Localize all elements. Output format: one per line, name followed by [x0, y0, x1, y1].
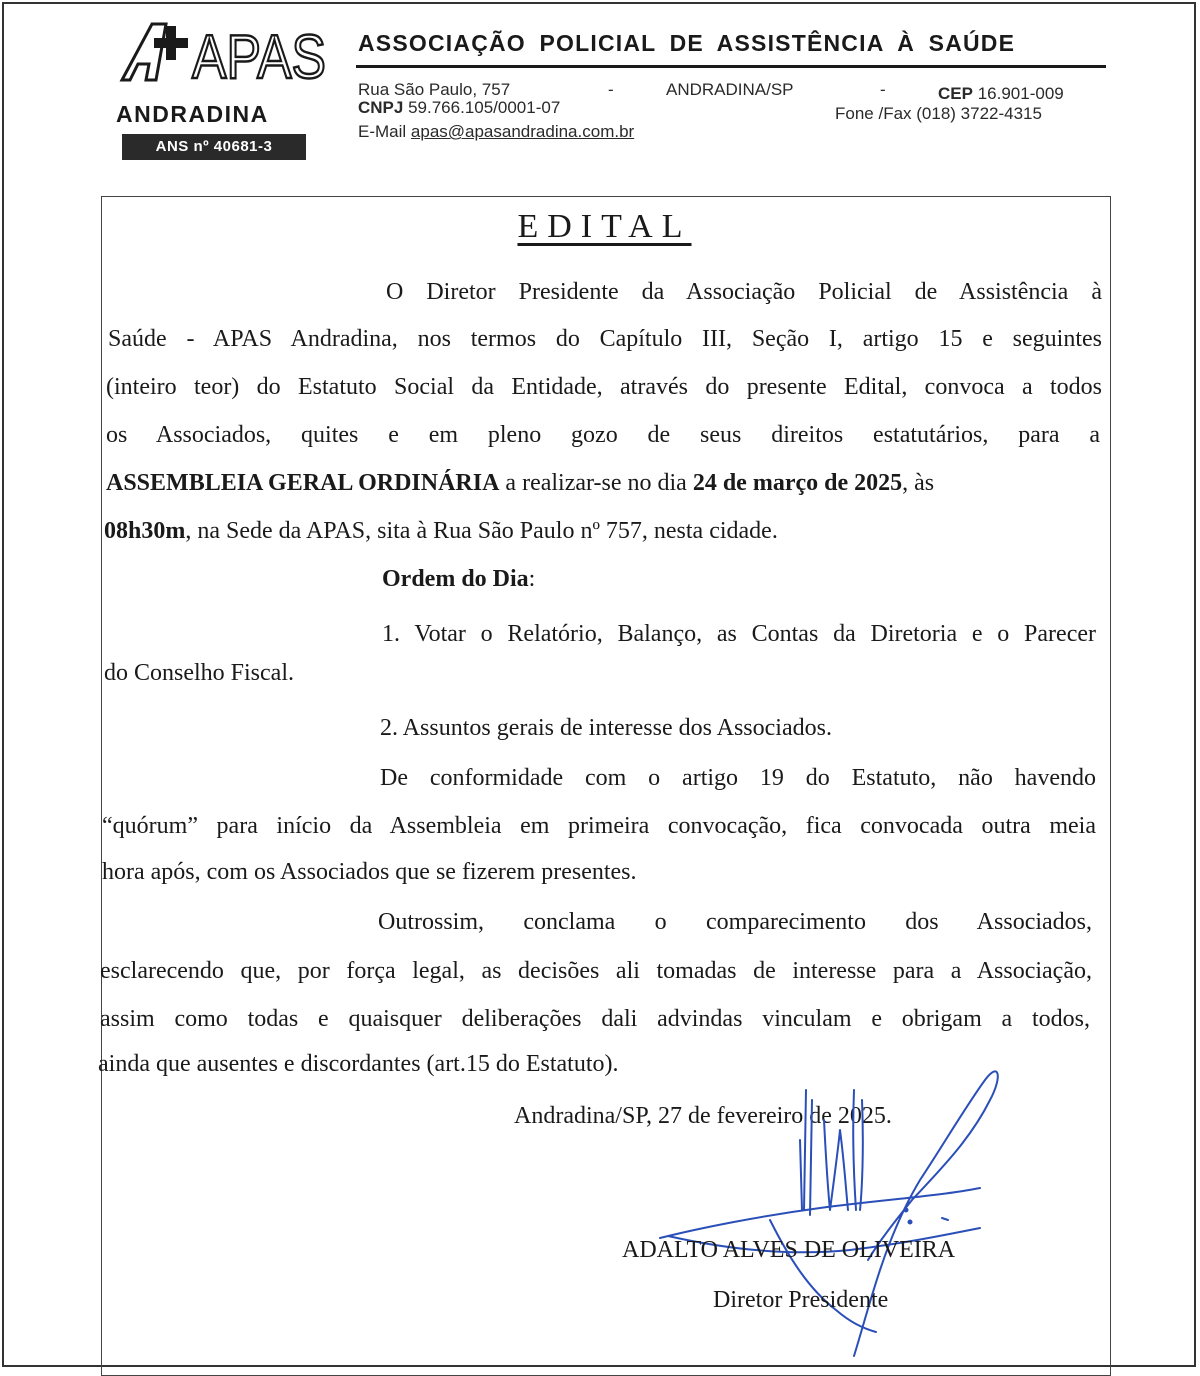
- edital-title: EDITAL: [517, 208, 692, 245]
- date-line: Andradina/SP, 27 de fevereiro de 2025.: [514, 1103, 892, 1129]
- assembly-type: ASSEMBLEIA GERAL ORDINÁRIA: [106, 470, 500, 496]
- p2-line-3: hora após, com os Associados que se fizerem presentes.: [102, 859, 637, 885]
- p3-line-3: assim como todas e quaisquer deliberações dali advindas vinculam e obrigam a todos,: [100, 1006, 1090, 1032]
- cnpj: [358, 98, 560, 118]
- signatory-name: ADALTO ALVES DE OLIVEIRA: [622, 1237, 956, 1263]
- p3-line-1: Outrossim, conclama o comparecimento dos Associados,: [378, 909, 1092, 935]
- logo-text: APAS: [192, 23, 326, 92]
- cep-label: CEP: [938, 84, 973, 103]
- city-separator: -: [880, 80, 886, 99]
- p3-line-2: esclarecendo que, por força legal, as decisões ali tomadas de interesse para a Associação,: [100, 958, 1092, 984]
- logo-city: ANDRADINA: [116, 101, 269, 127]
- cnpj-value: 59.766.105/0001-07: [408, 98, 561, 117]
- ordem-do-dia-heading: Ordem do Dia:: [382, 566, 536, 592]
- apas-logo-mark: [118, 20, 330, 92]
- city: ANDRADINA/SP: [666, 80, 794, 99]
- p1-line-1: O Diretor Presidente da Associação Policial de Assistência à: [386, 279, 1102, 305]
- p2-line-1: De conformidade com o artigo 19 do Estatuto, não havendo: [380, 765, 1096, 791]
- header-rule: [356, 65, 1106, 68]
- address: Rua São Paulo, 757: [358, 80, 511, 99]
- signatory-role: Diretor Presidente: [713, 1287, 889, 1313]
- apas-logo: [116, 20, 330, 155]
- cep-value: 16.901-009: [977, 84, 1064, 103]
- handwritten-signature: [640, 1060, 1060, 1360]
- cnpj-label: CNPJ: [358, 98, 404, 117]
- p1-line-3: (inteiro teor) do Estatuto Social da Entidade, através do presente Edital, convoca a todos: [106, 374, 1102, 400]
- p1-line-5: ASSEMBLEIA GERAL ORDINÁRIA a realizar-se no dia 24 de março de 2025, às: [106, 470, 935, 496]
- p3-line-4: ainda que ausentes e discordantes (art.15 do Estatuto).: [98, 1051, 619, 1077]
- cep: [938, 84, 1064, 104]
- email-label: E-Mail: [358, 122, 407, 141]
- item-2: 2. Assuntos gerais de interesse dos Associados.: [380, 715, 832, 741]
- ans-badge: ANS nº 40681-3: [122, 134, 306, 160]
- p1-line-4: os Associados, quites e em pleno gozo de seus direitos estatutários, para a: [106, 422, 1100, 448]
- organization-name: ASSOCIAÇÃO POLICIAL DE ASSISTÊNCIA À SAÚDE: [358, 30, 1016, 56]
- assembly-date: 24 de março de 2025: [692, 470, 903, 496]
- p1-line-6: 08h30m, na Sede da APAS, sita à Rua São Paulo nº 757, nesta cidade.: [104, 518, 778, 544]
- item-1-line-1: 1. Votar o Relatório, Balanço, as Contas da Diretoria e o Parecer: [382, 621, 1096, 647]
- item-1-line-2: do Conselho Fiscal.: [104, 660, 294, 686]
- p2-line-2: “quórum” para início da Assembleia em primeira convocação, fica convocada outra meia: [102, 813, 1096, 839]
- email-link[interactable]: apas@apasandradina.com.br: [410, 122, 635, 141]
- email: [358, 122, 634, 142]
- phone: Fone /Fax (018) 3722-4315: [835, 104, 1042, 123]
- p1-line-2: Saúde - APAS Andradina, nos termos do Capítulo III, Seção I, artigo 15 e seguintes: [108, 326, 1102, 352]
- address-separator: -: [608, 80, 614, 99]
- assembly-time: 08h30m: [104, 518, 186, 544]
